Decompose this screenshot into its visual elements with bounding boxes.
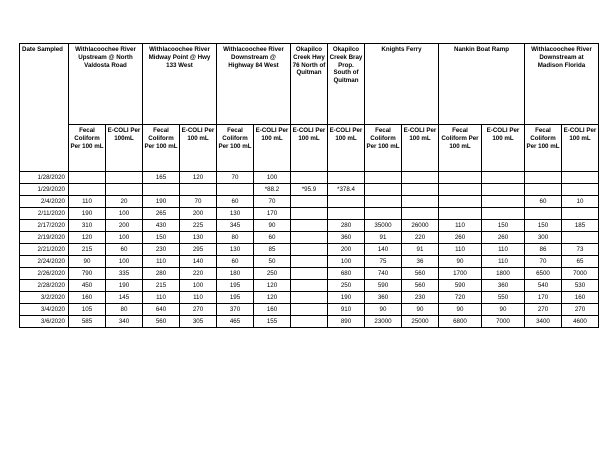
value-cell: 160: [562, 292, 599, 304]
value-cell: 590: [439, 280, 482, 292]
date-cell: 2/21/2020: [20, 244, 69, 256]
value-cell: 560: [402, 268, 439, 280]
unit-header: Fecal Coliform Per 100 mL: [217, 125, 254, 172]
value-cell: 465: [217, 316, 254, 328]
value-cell: 100: [106, 232, 143, 244]
value-cell: 10: [562, 196, 599, 208]
unit-header: Fecal Coliform Per 100 mL: [143, 125, 180, 172]
table-row: [20, 256, 599, 268]
value-cell: 260: [482, 232, 525, 244]
date-cell: 2/19/2020: [20, 232, 69, 244]
value-cell: 100: [254, 172, 291, 184]
value-cell: [562, 208, 599, 220]
date-cell: 1/28/2020: [20, 172, 69, 184]
value-cell: 120: [254, 280, 291, 292]
value-cell: 145: [106, 292, 143, 304]
value-cell: 305: [180, 316, 217, 328]
table-row: [20, 208, 599, 220]
value-cell: 590: [365, 280, 402, 292]
value-cell: [291, 256, 328, 268]
value-cell: 7000: [482, 316, 525, 328]
value-cell: [328, 208, 365, 220]
value-cell: 110: [439, 244, 482, 256]
site-header: Okapilco Creek Hwy 76 North of Quitman: [291, 44, 328, 125]
value-cell: 80: [217, 232, 254, 244]
value-cell: 85: [254, 244, 291, 256]
value-cell: [180, 184, 217, 196]
value-cell: 100: [106, 256, 143, 268]
value-cell: 230: [143, 244, 180, 256]
value-cell: 270: [180, 304, 217, 316]
value-cell: 75: [365, 256, 402, 268]
value-cell: [291, 196, 328, 208]
date-cell: 3/2/2020: [20, 292, 69, 304]
value-cell: [365, 196, 402, 208]
value-cell: 23000: [365, 316, 402, 328]
value-cell: 25000: [402, 316, 439, 328]
table-row: [20, 244, 599, 256]
value-cell: 110: [143, 256, 180, 268]
value-cell: 26000: [402, 220, 439, 232]
value-cell: 105: [69, 304, 106, 316]
value-cell: 130: [217, 244, 254, 256]
value-cell: 110: [482, 256, 525, 268]
unit-header: Fecal Coliform Per 100 mL: [525, 125, 562, 172]
value-cell: 280: [143, 268, 180, 280]
value-cell: 20: [106, 196, 143, 208]
unit-header: E-COLI Per 100 mL: [180, 125, 217, 172]
unit-header: E-COLI Per 100 mL: [328, 125, 365, 172]
value-cell: 73: [562, 244, 599, 256]
date-cell: 2/4/2020: [20, 196, 69, 208]
value-cell: [291, 280, 328, 292]
value-cell: [328, 172, 365, 184]
value-cell: [402, 196, 439, 208]
value-cell: 1800: [482, 268, 525, 280]
value-cell: *88.2: [254, 184, 291, 196]
value-cell: [217, 184, 254, 196]
unit-header: E-COLI Per 100 mL: [482, 125, 525, 172]
site-header: Withlacoochee River Upstream @ North Valdosta Road: [69, 44, 143, 125]
value-cell: [525, 208, 562, 220]
value-cell: 36: [402, 256, 439, 268]
value-cell: 360: [328, 232, 365, 244]
value-cell: [106, 172, 143, 184]
value-cell: [439, 196, 482, 208]
date-cell: 2/26/2020: [20, 268, 69, 280]
value-cell: 100: [180, 280, 217, 292]
value-cell: 160: [254, 304, 291, 316]
value-cell: 360: [482, 280, 525, 292]
value-cell: 140: [180, 256, 217, 268]
value-cell: 86: [525, 244, 562, 256]
value-cell: *378.4: [328, 184, 365, 196]
site-header: Withlacoochee River Downstream at Madison Florida: [525, 44, 599, 125]
value-cell: 150: [143, 232, 180, 244]
value-cell: 190: [106, 280, 143, 292]
unit-header-row: [20, 125, 599, 172]
value-cell: 1700: [439, 268, 482, 280]
site-header-row: [20, 44, 599, 125]
value-cell: 585: [69, 316, 106, 328]
value-cell: [143, 184, 180, 196]
value-cell: 90: [69, 256, 106, 268]
value-cell: 225: [180, 220, 217, 232]
table-row: [20, 292, 599, 304]
value-cell: [365, 208, 402, 220]
value-cell: 170: [525, 292, 562, 304]
value-cell: [106, 184, 143, 196]
value-cell: 250: [328, 280, 365, 292]
date-cell: 3/6/2020: [20, 316, 69, 328]
value-cell: 60: [525, 196, 562, 208]
unit-header: E-COLI Per 100mL: [106, 125, 143, 172]
value-cell: 280: [328, 220, 365, 232]
value-cell: 120: [254, 292, 291, 304]
sampling-results-table: [19, 43, 599, 328]
value-cell: 560: [143, 316, 180, 328]
value-cell: [69, 172, 106, 184]
value-cell: 100: [106, 208, 143, 220]
table-row: [20, 196, 599, 208]
value-cell: 35000: [365, 220, 402, 232]
unit-header: E-COLI Per 100 mL: [291, 125, 328, 172]
unit-header: Fecal Coliform Per 100 mL: [69, 125, 106, 172]
site-header: Withlacoochee River Downstream @ Highway 84 West: [217, 44, 291, 125]
value-cell: 790: [69, 268, 106, 280]
value-cell: 70: [525, 256, 562, 268]
value-cell: [482, 184, 525, 196]
value-cell: 180: [217, 268, 254, 280]
value-cell: 150: [482, 220, 525, 232]
value-cell: 215: [143, 280, 180, 292]
value-cell: 200: [106, 220, 143, 232]
unit-header: Fecal Coliform Per 100 mL: [439, 125, 482, 172]
table-row: [20, 316, 599, 328]
value-cell: 6500: [525, 268, 562, 280]
value-cell: 310: [69, 220, 106, 232]
value-cell: [439, 172, 482, 184]
value-cell: 220: [402, 232, 439, 244]
value-cell: 3400: [525, 316, 562, 328]
table-row: [20, 232, 599, 244]
value-cell: 185: [562, 220, 599, 232]
site-header: Okapilco Creek Bray Prop. South of Quitman: [328, 44, 365, 125]
value-cell: 4600: [562, 316, 599, 328]
value-cell: 80: [106, 304, 143, 316]
value-cell: 260: [439, 232, 482, 244]
value-cell: 640: [143, 304, 180, 316]
value-cell: 295: [180, 244, 217, 256]
value-cell: 110: [69, 196, 106, 208]
value-cell: 190: [143, 196, 180, 208]
value-cell: 270: [525, 304, 562, 316]
unit-header: Fecal Coliform Per 100 mL: [365, 125, 402, 172]
value-cell: *95.9: [291, 184, 328, 196]
value-cell: 540: [525, 280, 562, 292]
value-cell: 70: [254, 196, 291, 208]
table-row: [20, 280, 599, 292]
value-cell: [402, 172, 439, 184]
value-cell: [562, 184, 599, 196]
bacteria-sampling-sheet: [19, 43, 599, 328]
value-cell: [482, 196, 525, 208]
value-cell: 220: [180, 268, 217, 280]
value-cell: [69, 184, 106, 196]
date-cell: 2/24/2020: [20, 256, 69, 268]
site-header: Nankin Boat Ramp: [439, 44, 525, 125]
value-cell: [291, 172, 328, 184]
value-cell: 130: [217, 208, 254, 220]
value-cell: 50: [254, 256, 291, 268]
value-cell: 60: [217, 256, 254, 268]
value-cell: [562, 232, 599, 244]
value-cell: 340: [106, 316, 143, 328]
table-row: [20, 184, 599, 196]
value-cell: [439, 184, 482, 196]
value-cell: [365, 172, 402, 184]
value-cell: 265: [143, 208, 180, 220]
value-cell: 91: [402, 244, 439, 256]
unit-header: E-COLI Per 100 mL: [562, 125, 599, 172]
value-cell: 150: [525, 220, 562, 232]
value-cell: 200: [180, 208, 217, 220]
value-cell: 195: [217, 292, 254, 304]
value-cell: 155: [254, 316, 291, 328]
value-cell: [328, 196, 365, 208]
value-cell: [291, 208, 328, 220]
value-cell: 110: [439, 220, 482, 232]
value-cell: [291, 268, 328, 280]
date-cell: 2/28/2020: [20, 280, 69, 292]
value-cell: 560: [402, 280, 439, 292]
value-cell: 270: [562, 304, 599, 316]
value-cell: [525, 172, 562, 184]
value-cell: 60: [217, 196, 254, 208]
value-cell: 345: [217, 220, 254, 232]
value-cell: [482, 208, 525, 220]
value-cell: 230: [402, 292, 439, 304]
value-cell: [439, 208, 482, 220]
value-cell: [402, 208, 439, 220]
value-cell: 90: [365, 304, 402, 316]
value-cell: 60: [254, 232, 291, 244]
value-cell: [291, 292, 328, 304]
date-cell: 3/4/2020: [20, 304, 69, 316]
value-cell: 6800: [439, 316, 482, 328]
value-cell: 165: [143, 172, 180, 184]
table-body: [20, 172, 599, 328]
value-cell: 91: [365, 232, 402, 244]
value-cell: [291, 316, 328, 328]
table-row: [20, 304, 599, 316]
value-cell: 370: [217, 304, 254, 316]
value-cell: 215: [69, 244, 106, 256]
value-cell: 7000: [562, 268, 599, 280]
table-row: [20, 220, 599, 232]
value-cell: 680: [328, 268, 365, 280]
value-cell: 110: [482, 244, 525, 256]
table-row: [20, 268, 599, 280]
value-cell: 430: [143, 220, 180, 232]
value-cell: [562, 172, 599, 184]
value-cell: 140: [365, 244, 402, 256]
value-cell: 90: [439, 256, 482, 268]
value-cell: 110: [143, 292, 180, 304]
value-cell: 550: [482, 292, 525, 304]
value-cell: 195: [217, 280, 254, 292]
table-row: [20, 172, 599, 184]
value-cell: 120: [180, 172, 217, 184]
value-cell: 100: [328, 256, 365, 268]
site-header: Withlacoochee River Midway Point @ Hwy 133 West: [143, 44, 217, 125]
value-cell: 250: [254, 268, 291, 280]
value-cell: [291, 304, 328, 316]
unit-header: E-COLI Per 100 mL: [402, 125, 439, 172]
value-cell: 200: [328, 244, 365, 256]
date-cell: 2/17/2020: [20, 220, 69, 232]
value-cell: 90: [439, 304, 482, 316]
value-cell: 70: [217, 172, 254, 184]
value-cell: 335: [106, 268, 143, 280]
value-cell: 120: [69, 232, 106, 244]
value-cell: 910: [328, 304, 365, 316]
value-cell: 110: [180, 292, 217, 304]
value-cell: 190: [69, 208, 106, 220]
value-cell: 740: [365, 268, 402, 280]
value-cell: 160: [69, 292, 106, 304]
value-cell: 360: [365, 292, 402, 304]
value-cell: 60: [106, 244, 143, 256]
value-cell: 70: [180, 196, 217, 208]
value-cell: 720: [439, 292, 482, 304]
value-cell: [365, 184, 402, 196]
value-cell: [525, 184, 562, 196]
value-cell: [291, 220, 328, 232]
value-cell: 130: [180, 232, 217, 244]
value-cell: 300: [525, 232, 562, 244]
value-cell: 90: [254, 220, 291, 232]
site-header: Knights Ferry: [365, 44, 439, 125]
unit-header: E-COLI Per 100 mL: [254, 125, 291, 172]
value-cell: [291, 244, 328, 256]
value-cell: 530: [562, 280, 599, 292]
value-cell: 190: [328, 292, 365, 304]
value-cell: [291, 232, 328, 244]
value-cell: 170: [254, 208, 291, 220]
value-cell: 450: [69, 280, 106, 292]
value-cell: 890: [328, 316, 365, 328]
date-sampled-header: Date Sampled: [20, 44, 69, 172]
date-cell: 1/29/2020: [20, 184, 69, 196]
value-cell: 90: [402, 304, 439, 316]
value-cell: [402, 184, 439, 196]
value-cell: 65: [562, 256, 599, 268]
value-cell: 90: [482, 304, 525, 316]
value-cell: [482, 172, 525, 184]
date-cell: 2/11/2020: [20, 208, 69, 220]
